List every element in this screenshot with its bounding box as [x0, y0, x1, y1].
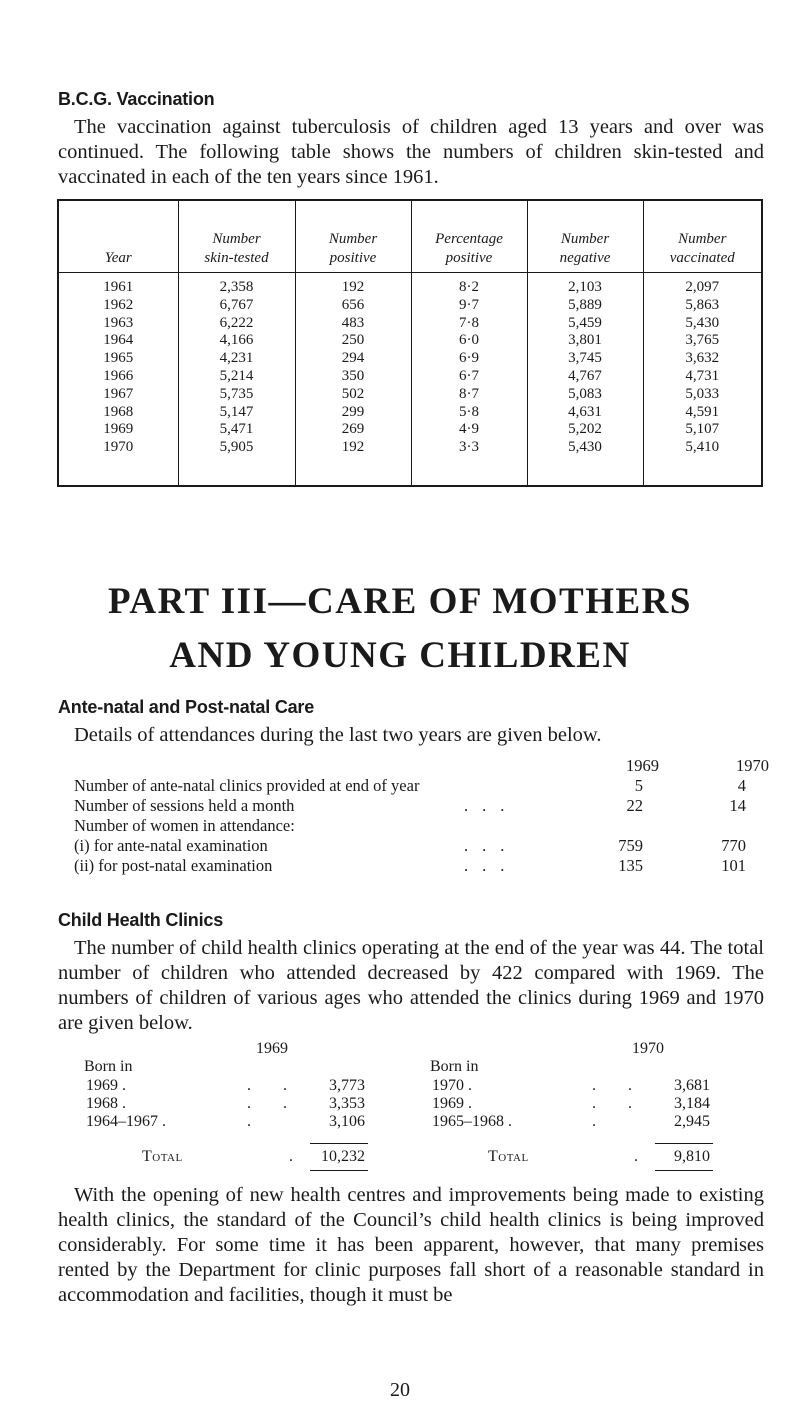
bcg-cell: 6·0 — [459, 332, 479, 349]
bcg-column-cells — [527, 273, 643, 486]
bcg-cell: 299 — [341, 403, 365, 420]
clinic-row-value: 3,106 — [329, 1113, 365, 1130]
bcg-cell: 250 — [341, 332, 365, 349]
bcg-cell: 5,430 — [568, 439, 602, 456]
bcg-intro: The vaccination against tuberculosis of children aged 13 years and over was continued. The following table shows the numbers of children skin-tested and vaccinated in each of the ten years since 1961. — [58, 116, 764, 188]
bcg-cell: 4,767 — [568, 367, 602, 384]
clinic-year-header: 1969 — [256, 1040, 288, 1057]
bcg-col-header — [178, 201, 295, 273]
child-health-intro: The number of child health clinics operating at the end of the year was 44. The total number of children who attended decreased by 422 compared with 1969. The numbers of children of various ages who attended the clinics during 1969 and 1970 are given below. — [58, 937, 764, 1034]
bcg-cell: 5,033 — [685, 385, 720, 402]
bcg-cell: 5·8 — [459, 403, 479, 420]
attendance-row-label: (ii) for post-natal examination — [74, 856, 273, 875]
bcg-col-header-text: Number — [328, 231, 378, 247]
attendance-value: 4 — [737, 776, 746, 795]
bcg-cell: 192 — [341, 279, 365, 295]
bcg-cell: 294 — [341, 350, 365, 367]
total-rule — [310, 1170, 368, 1171]
child-health-heading: Child Health Clinics — [58, 910, 224, 930]
bcg-cell: 192 — [341, 439, 365, 456]
bcg-cell: 2,103 — [568, 279, 602, 295]
clinic-row-value: 3,681 — [674, 1077, 710, 1094]
bcg-cell: 6·9 — [459, 350, 479, 367]
leader-dots: ... — [464, 836, 519, 855]
bcg-col-header — [59, 201, 178, 273]
bcg-column-cells — [295, 273, 411, 486]
bcg-cell: 1965 — [103, 350, 134, 367]
bcg-cell: 9·7 — [459, 296, 479, 313]
bcg-cell: 1963 — [103, 314, 134, 331]
bcg-cell: 5,430 — [685, 314, 720, 331]
bcg-table-header — [59, 201, 761, 273]
attendance-row-label: Number of sessions held a month — [74, 796, 295, 815]
year-1969-header: 1969 — [626, 756, 659, 775]
bcg-cell: 6,767 — [219, 296, 254, 313]
clinic-row-label: 1964–1967 . — [86, 1113, 166, 1130]
bcg-col-header-text: Percentage — [435, 231, 503, 247]
bcg-cell: 1968 — [103, 403, 134, 420]
attendance-value: 5 — [634, 776, 643, 795]
bcg-cell: 656 — [341, 296, 365, 313]
bcg-heading: B.C.G. Vaccination — [58, 89, 215, 109]
bcg-col-header — [295, 201, 411, 273]
bcg-cell: 4,231 — [219, 350, 254, 367]
attendance-row-label: Number of women in attendance: — [74, 816, 295, 835]
child-health-table — [58, 1039, 764, 1169]
clinic-row-label: 1970 . — [432, 1077, 472, 1094]
bcg-cell: 1969 — [103, 421, 134, 438]
bcg-cell: 5,889 — [568, 296, 602, 313]
bcg-cell: 3,801 — [568, 332, 602, 349]
total-rule — [655, 1143, 713, 1144]
leader-dots: . . — [592, 1095, 646, 1112]
clinic-total-value: 10,232 — [321, 1148, 365, 1165]
bcg-cell: 5,107 — [685, 421, 720, 438]
bcg-cell: 2,358 — [219, 279, 254, 295]
bcg-column-cells — [411, 273, 527, 486]
page-number: 20 — [390, 1379, 410, 1401]
bcg-cell: 5,147 — [219, 403, 254, 420]
bcg-cell: 4,166 — [219, 332, 254, 349]
clinic-row-label: 1968 . — [86, 1095, 126, 1112]
bcg-cell: 5,410 — [685, 439, 720, 456]
bcg-col-header-text: Year — [104, 250, 132, 266]
total-label: Total — [142, 1148, 183, 1165]
bcg-cell: 483 — [341, 314, 365, 331]
attendance-value: 22 — [626, 796, 643, 815]
bcg-cell: 5,214 — [219, 367, 254, 384]
bcg-cell: 1967 — [103, 385, 134, 402]
leader-dots: . . — [247, 1077, 301, 1094]
bcg-col-header-text: Number — [212, 231, 261, 247]
bcg-col-header — [411, 201, 527, 273]
bcg-cell: 350 — [341, 367, 365, 384]
bcg-cell: 502 — [341, 385, 365, 402]
year-1970-header: 1970 — [736, 756, 769, 775]
bcg-cell: 5,459 — [568, 314, 602, 331]
leader-dots: . — [289, 1148, 293, 1165]
born-in-label: Born in — [84, 1058, 133, 1075]
bcg-col-header-text: skin-tested — [204, 250, 269, 266]
bcg-col-header-text: Number — [678, 231, 727, 247]
clinic-row-label: 1969 . — [432, 1095, 472, 1112]
bcg-column-cells — [643, 273, 761, 486]
bcg-cell: 3,745 — [568, 350, 602, 367]
bcg-cell: 6,222 — [219, 314, 254, 331]
bcg-cell: 3·3 — [459, 439, 479, 456]
attendance-value: 770 — [721, 836, 746, 855]
leader-dots: ... — [464, 856, 519, 875]
bcg-cell: 1964 — [103, 332, 134, 349]
clinic-row-label: 1965–1968 . — [432, 1113, 512, 1130]
leader-dots: . — [634, 1148, 638, 1165]
bcg-cell: 1961 — [103, 279, 134, 295]
clinic-row-label: 1969 . — [86, 1077, 126, 1094]
clinic-total-value: 9,810 — [674, 1148, 710, 1165]
bcg-cell: 269 — [341, 421, 365, 438]
leader-dots: . — [247, 1113, 265, 1130]
attendance-value: 135 — [618, 856, 643, 875]
bcg-cell: 1966 — [103, 367, 134, 384]
bcg-col-header — [527, 201, 643, 273]
bcg-cell: 4,591 — [685, 403, 720, 420]
bcg-cell: 5,083 — [568, 385, 602, 402]
clinic-row-value: 3,773 — [329, 1077, 365, 1094]
bcg-cell: 5,863 — [685, 296, 720, 313]
part-title-line-1: PART III—CARE OF MOTHERS — [108, 581, 692, 622]
bcg-column-cells — [178, 273, 295, 486]
bcg-cell: 4,631 — [568, 403, 602, 420]
bcg-col-header-text: positive — [329, 250, 377, 266]
bcg-col-header-text: vaccinated — [669, 250, 735, 266]
total-label: Total — [488, 1148, 529, 1165]
clinic-row-value: 3,353 — [329, 1095, 365, 1112]
bcg-cell: 5,471 — [219, 421, 254, 438]
bcg-cell: 4,731 — [685, 367, 720, 384]
bcg-cell: 1970 — [103, 439, 134, 456]
bcg-col-header-text: Number — [560, 231, 610, 247]
bcg-cell: 4·9 — [459, 421, 479, 438]
bcg-cell: 1962 — [103, 296, 134, 313]
total-rule — [655, 1170, 713, 1171]
child-health-closing: With the opening of new health centres and improvements being made to existing health clinics, the standard of the Council’s child health clinics is being improved considerably. For some time it has been apparent, however, that many premises rented by the Department for clinic purposes fall short of a reasonable standard in accommodation and facilities, though it must be — [58, 1184, 764, 1306]
bcg-col-header — [643, 201, 761, 273]
antenatal-heading: Ante-natal and Post-natal Care — [58, 697, 315, 717]
bcg-table — [57, 199, 763, 487]
attendance-table — [74, 756, 769, 876]
bcg-cell: 5,202 — [568, 421, 602, 438]
bcg-cell: 5,905 — [219, 439, 254, 456]
clinic-row-value: 3,184 — [674, 1095, 710, 1112]
born-in-label: Born in — [430, 1058, 479, 1075]
leader-dots: . . — [247, 1095, 301, 1112]
attendance-value: 14 — [729, 796, 746, 815]
bcg-cell: 6·7 — [459, 367, 479, 384]
bcg-cell: 7·8 — [459, 314, 479, 331]
antenatal-intro: Details of attendances during the last two years are given below. — [74, 724, 602, 746]
clinic-row-value: 2,945 — [674, 1113, 710, 1130]
total-rule — [310, 1143, 368, 1144]
bcg-cell: 8·2 — [459, 279, 479, 295]
bcg-col-header-text: negative — [559, 250, 611, 266]
leader-dots: . . — [592, 1077, 646, 1094]
attendance-value: 759 — [618, 836, 643, 855]
attendance-value: 101 — [721, 856, 746, 875]
bcg-cell: 2,097 — [685, 279, 720, 295]
bcg-cell: 8·7 — [459, 385, 479, 402]
bcg-cell: 3,765 — [685, 332, 720, 349]
bcg-col-header-text: positive — [445, 250, 493, 266]
leader-dots: . — [592, 1113, 610, 1130]
attendance-row-label: (i) for ante-natal examination — [74, 836, 268, 855]
clinic-year-header: 1970 — [632, 1040, 664, 1057]
leader-dots: ... — [464, 796, 519, 815]
attendance-row-label: Number of ante-natal clinics provided at end of year — [74, 776, 420, 795]
bcg-cell: 5,735 — [219, 385, 254, 402]
bcg-cell: 3,632 — [685, 350, 720, 367]
bcg-column-cells — [59, 273, 178, 486]
part-title-line-2: AND YOUNG CHILDREN — [169, 635, 631, 676]
bcg-table-body — [59, 273, 761, 486]
